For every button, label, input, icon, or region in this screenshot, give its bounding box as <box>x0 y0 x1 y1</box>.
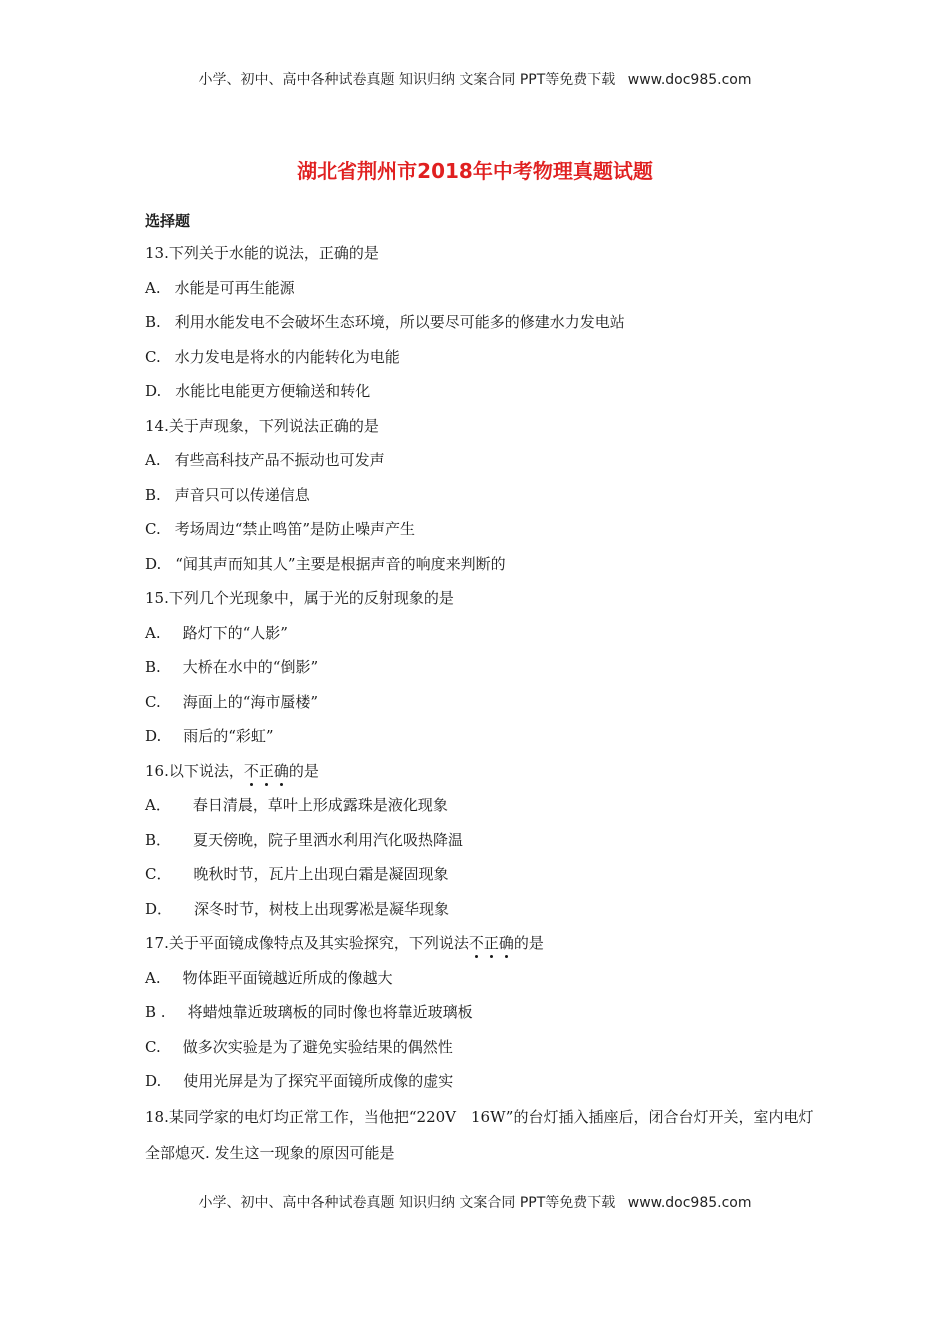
option-text: 使用光屏是为了探究平面镜所成像的虚实 <box>183 1072 454 1090</box>
option-text: 水力发电是将水的内能转化为电能 <box>174 347 400 366</box>
q16-option-c <box>145 861 825 896</box>
question-13-stem: 13.下列关于水能的说法，正确的是 <box>145 244 379 262</box>
option-text: 海面上的“海市蜃楼” <box>182 692 319 711</box>
page-title: 湖北省荆州市2018年中考物理真题试题 <box>297 159 653 183</box>
footer-text: 小学、初中、高中各种试卷真题 知识归纳 文案合同 PPT等免费下载 <box>198 1195 616 1211</box>
q13-option-b <box>145 309 825 344</box>
q14-option-a <box>145 447 825 482</box>
option-letter: A. <box>145 278 161 297</box>
q17-option-a <box>145 965 825 1000</box>
q15-option-d <box>145 723 825 758</box>
option-letter: C. <box>145 347 161 366</box>
option-text: 晚秋时节，瓦片上出现白霜是凝固现象 <box>193 865 449 883</box>
option-text: 水能是可再生能源 <box>174 278 295 297</box>
option-text: 考场周边“禁止鸣笛”是防止噪声产生 <box>174 520 416 538</box>
option-letter: C. <box>145 1037 161 1056</box>
option-text: 雨后的“彩虹” <box>183 727 274 745</box>
option-letter: B. <box>145 313 161 331</box>
stem-text: 的是 <box>513 934 544 952</box>
option-letter: C. <box>145 520 161 538</box>
option-letter: C． <box>145 865 172 883</box>
q16-option-b <box>145 827 825 862</box>
option-letter: D. <box>145 1072 162 1090</box>
q17-option-c <box>145 1034 825 1069</box>
option-letter: B . <box>145 1003 166 1021</box>
page-footer <box>0 1192 950 1212</box>
option-text: 做多次实验是为了避免实验结果的偶然性 <box>182 1037 453 1056</box>
option-text: 有些高科技产品不振动也可发声 <box>174 451 385 469</box>
question-16-stem <box>145 758 825 793</box>
page-header <box>0 69 950 89</box>
q13-option-a <box>145 275 825 310</box>
stem-text: 17.关于平面镜成像特点及其实验探究，下列说法 <box>145 934 469 952</box>
option-text: 将蜡烛靠近玻璃板的同时像也将靠近玻璃板 <box>187 1003 473 1021</box>
option-letter: B． <box>145 830 172 849</box>
emphasis-char: 确 <box>498 934 514 952</box>
option-letter: D. <box>145 727 162 745</box>
q15-option-c <box>145 689 825 724</box>
option-letter: B. <box>145 658 161 676</box>
q16-option-a <box>145 792 825 827</box>
option-text: 利用水能发电不会破坏生态环境，所以要尽可能多的修建水力发电站 <box>174 313 625 331</box>
question-15-stem: 15.下列几个光现象中，属于光的反射现象的是 <box>145 589 454 607</box>
emphasis-char: 不 <box>243 761 259 780</box>
option-letter: C. <box>145 692 161 711</box>
stem-text: 的是 <box>288 761 319 780</box>
option-text: “闻其声而知其人”主要是根据声音的响度来判断的 <box>175 554 506 573</box>
option-letter: A. <box>145 968 161 987</box>
option-text: 夏天傍晚，院子里洒水利用汽化吸热降温 <box>193 830 464 849</box>
footer-url[interactable]: www.doc985.com <box>627 1195 752 1211</box>
emphasis-char: 正 <box>258 761 274 780</box>
q17-option-d <box>145 1068 825 1103</box>
option-letter: B. <box>145 485 161 504</box>
q14-option-d <box>145 551 825 586</box>
option-text: 春日清晨，草叶上形成露珠是液化现象 <box>192 796 448 814</box>
option-text: 声音只可以传递信息 <box>174 485 310 504</box>
question-14-stem: 14.关于声现象，下列说法正确的是 <box>145 416 379 435</box>
option-letter: D． <box>145 899 173 918</box>
option-text: 大桥在水中的“倒影” <box>182 658 319 676</box>
q15-option-a <box>145 620 825 655</box>
q13-option-d <box>145 378 825 413</box>
emphasis-char: 正 <box>483 934 499 952</box>
option-letter: D. <box>145 554 162 573</box>
stem-text: 16.以下说法， <box>145 761 244 780</box>
header-text: 小学、初中、高中各种试卷真题 知识归纳 文案合同 PPT等免费下载 <box>198 72 616 88</box>
option-letter: A. <box>145 451 161 469</box>
emphasis-char: 确 <box>273 761 289 780</box>
option-text: 深冬时节，树枝上出现雾凇是凝华现象 <box>194 899 450 918</box>
option-text: 物体距平面镜越近所成的像越大 <box>182 968 393 987</box>
option-letter: D. <box>145 382 162 400</box>
emphasis-char: 不 <box>468 934 484 952</box>
q14-option-c <box>145 516 825 551</box>
option-text: 水能比电能更方便输送和转化 <box>175 382 371 400</box>
q13-option-c <box>145 344 825 379</box>
question-list <box>145 240 825 1171</box>
option-letter: A. <box>145 623 161 642</box>
q14-option-b <box>145 482 825 517</box>
option-text: 路灯下的“人影” <box>182 623 288 642</box>
option-letter: A． <box>145 796 171 814</box>
question-17-stem <box>145 930 825 965</box>
q17-option-b <box>145 999 825 1034</box>
q16-option-d <box>145 896 825 931</box>
question-18-stem: 18.某同学家的电灯均正常工作，当他把“220V 16W”的台灯插入插座后，闭合台灯开关，室内电灯全部熄灭. 发生这一现象的原因可能是 <box>145 1107 814 1162</box>
q15-option-b <box>145 654 825 689</box>
header-url[interactable]: www.doc985.com <box>627 72 752 88</box>
section-label: 选择题 <box>145 212 191 230</box>
